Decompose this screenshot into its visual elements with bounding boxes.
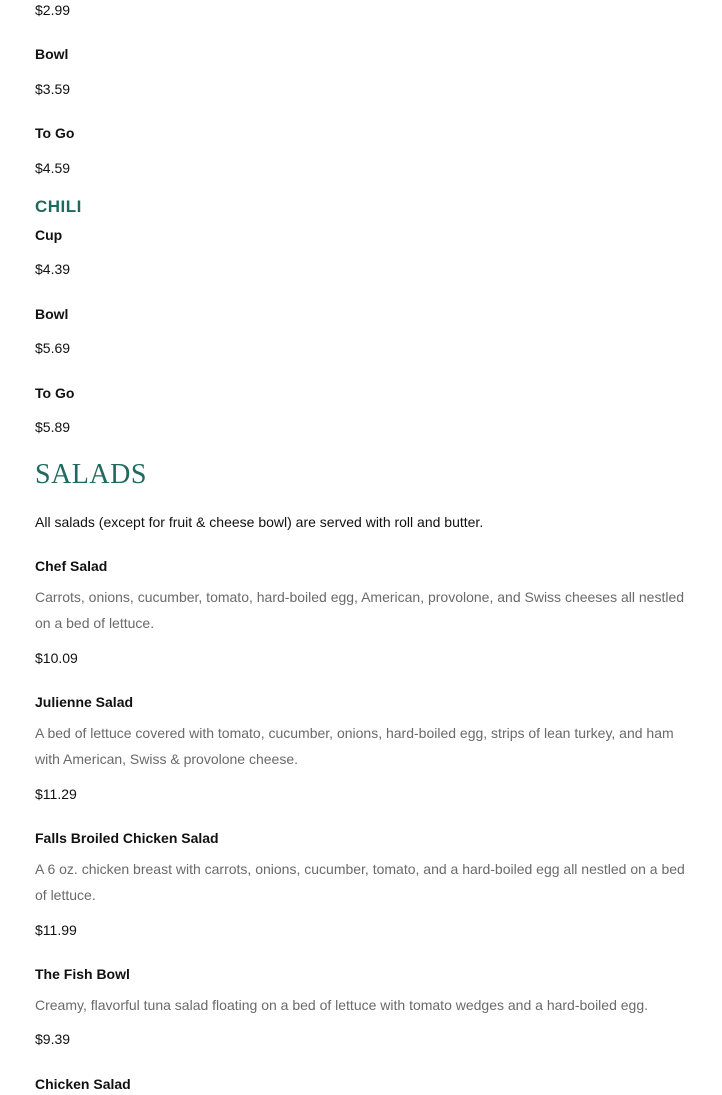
salad-desc-julienne: A bed of lettuce covered with tomato, cucumber, onions, hard-boiled egg, strips of lean turkey, and ham with American, Swiss & provolone cheese.: [35, 725, 674, 767]
soup-cup-price: $2.99: [35, 2, 71, 18]
chili-togo-label: To Go: [35, 385, 75, 401]
soup-bowl-price: $3.59: [35, 81, 71, 97]
salad-price-falls-chicken: $11.99: [35, 922, 77, 938]
soup-togo-price: $4.59: [35, 160, 71, 176]
salad-desc-fish-bowl: Creamy, flavorful tuna salad floating on a bed of lettuce with tomato wedges and a hard-boiled egg.: [35, 997, 649, 1013]
salad-name-falls-chicken: Falls Broiled Chicken Salad: [35, 830, 219, 846]
chili-cup-label: Cup: [35, 227, 63, 243]
chili-bowl-label: Bowl: [35, 306, 69, 322]
chili-togo-price: $5.89: [35, 419, 71, 435]
salad-desc-chef: Carrots, onions, cucumber, tomato, hard-boiled egg, American, provolone, and Swiss cheeses all nestled on a bed of lettuce.: [35, 589, 685, 631]
chili-heading: CHILI: [35, 197, 82, 216]
salad-price-julienne: $11.29: [35, 786, 77, 802]
salad-price-fish-bowl: $9.39: [35, 1031, 71, 1047]
soup-bowl-label: Bowl: [35, 46, 69, 62]
salads-heading: SALADS: [35, 459, 147, 490]
salad-name-chef: Chef Salad: [35, 558, 108, 574]
salads-note: All salads (except for fruit & cheese bowl) are served with roll and butter.: [35, 514, 484, 530]
chili-bowl-price: $5.69: [35, 340, 71, 356]
salad-price-chef: $10.09: [35, 650, 78, 666]
chili-cup-price: $4.39: [35, 261, 71, 277]
salad-name-julienne: Julienne Salad: [35, 694, 134, 710]
salad-desc-falls-chicken: A 6 oz. chicken breast with carrots, onions, cucumber, tomato, and a hard-boiled egg all nestled on a bed of lettuce.: [35, 861, 685, 903]
salad-name-fish-bowl: The Fish Bowl: [35, 966, 130, 982]
salad-name-chicken: Chicken Salad: [35, 1076, 131, 1092]
soup-togo-label: To Go: [35, 125, 75, 141]
